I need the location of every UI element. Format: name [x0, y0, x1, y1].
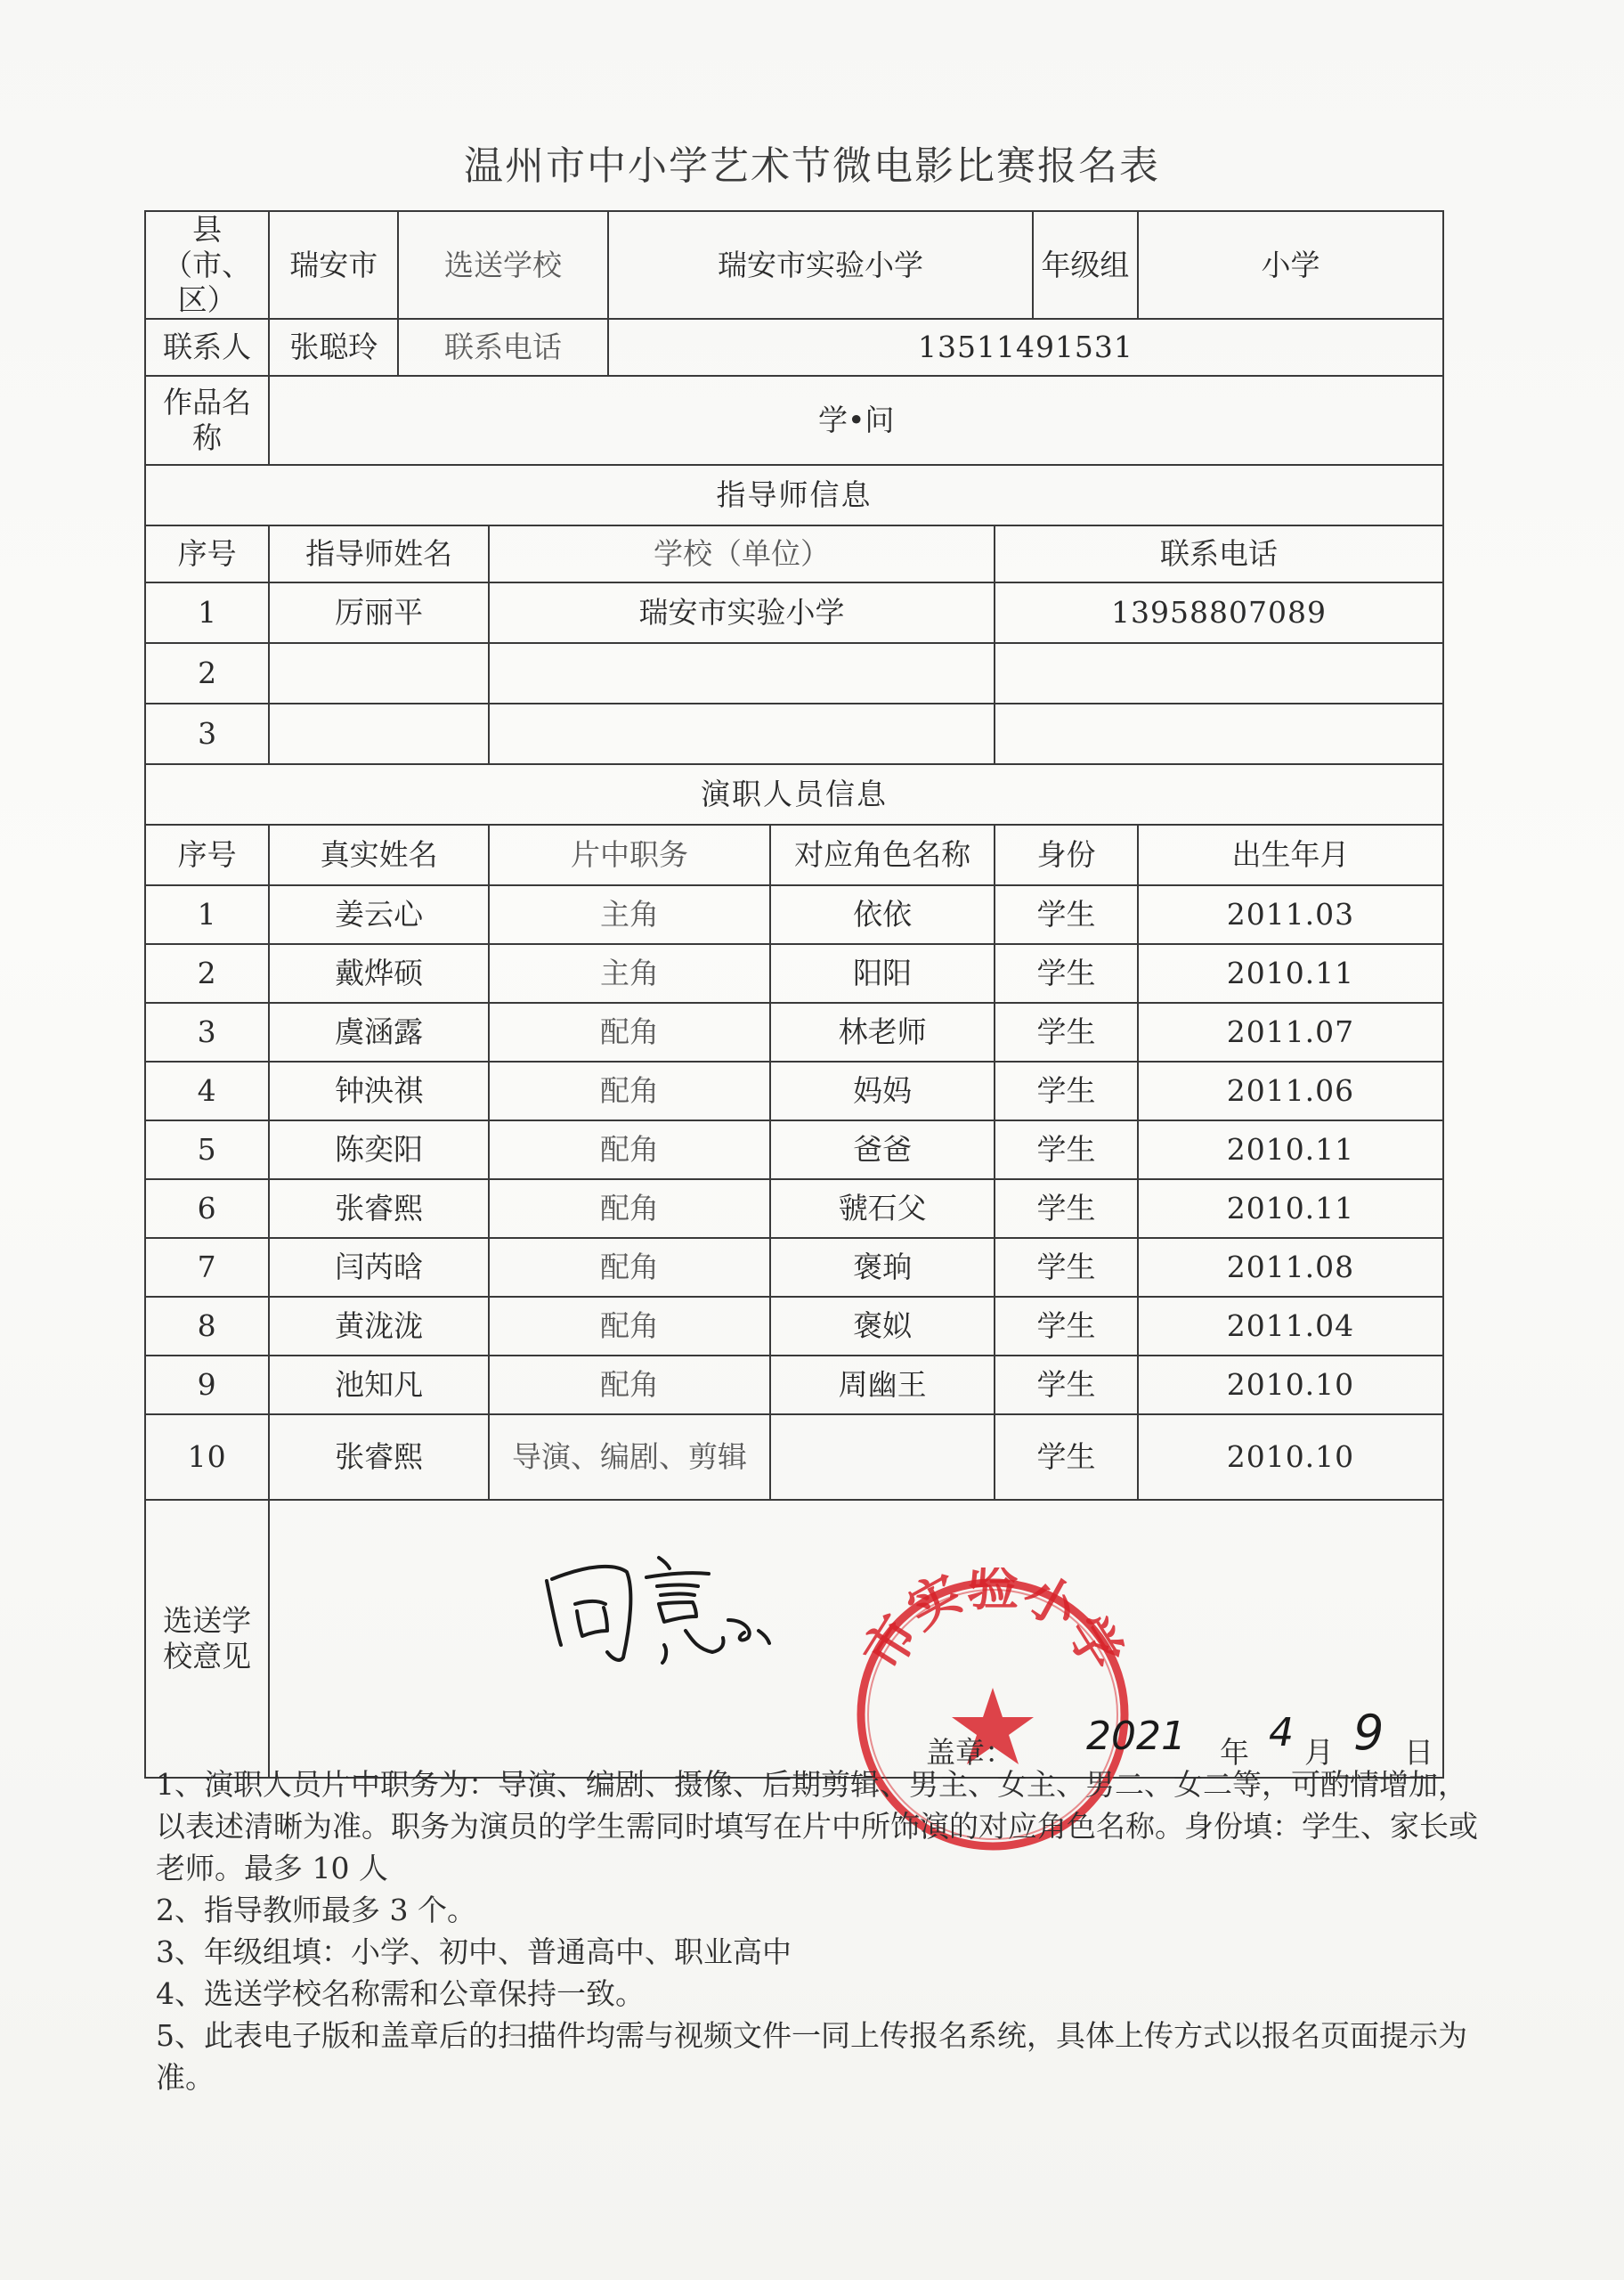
teacher-col-no: 序号: [145, 525, 269, 582]
cast-role: 爸爸: [770, 1120, 995, 1179]
cast-role: 虢石父: [770, 1179, 995, 1238]
cast-name: 张睿熙: [269, 1179, 489, 1238]
cast-row: [145, 1238, 1443, 1297]
cast-row: [145, 1120, 1443, 1179]
cast-duty: 配角: [489, 1297, 770, 1356]
cast-name: 戴烨硕: [269, 944, 489, 1003]
signature-graphic: [534, 1545, 819, 1670]
cast-identity: 学生: [995, 1356, 1138, 1414]
cast-name: 张睿熙: [269, 1414, 489, 1500]
cast-no: 5: [145, 1120, 269, 1179]
cast-identity: 学生: [995, 1062, 1138, 1120]
teacher-no: 1: [145, 582, 269, 643]
cast-birth: 2011.08: [1138, 1238, 1443, 1297]
cast-row: [145, 885, 1443, 944]
cast-identity: 学生: [995, 1414, 1138, 1500]
cast-birth: 2010.11: [1138, 1179, 1443, 1238]
cast-name: 闫芮晗: [269, 1238, 489, 1297]
cast-role: 褒珦: [770, 1238, 995, 1297]
stamp-label: 盖章：: [926, 1735, 1014, 1770]
work-label: 作品名称: [145, 376, 269, 465]
cast-birth: 2011.03: [1138, 885, 1443, 944]
cast-role: 依依: [770, 885, 995, 944]
handwritten-consent-signature: [534, 1545, 819, 1673]
cast-row: [145, 1179, 1443, 1238]
cast-row: [145, 944, 1443, 1003]
teacher-col-name: 指导师姓名: [269, 525, 489, 582]
date-year-handwritten: 2021: [1086, 1714, 1186, 1759]
cast-name: 姜云心: [269, 885, 489, 944]
cast-identity: 学生: [995, 1238, 1138, 1297]
cast-duty: 主角: [489, 885, 770, 944]
cast-identity: 学生: [995, 1120, 1138, 1179]
teacher-school: [489, 704, 995, 764]
grade-value: 小学: [1138, 211, 1443, 319]
school-label: 选送学校: [398, 211, 608, 319]
cast-name: 陈奕阳: [269, 1120, 489, 1179]
cast-row: [145, 1356, 1443, 1414]
teacher-name: [269, 704, 489, 764]
cast-name: 钟泱祺: [269, 1062, 489, 1120]
form-notes: [156, 1763, 1482, 2098]
phone-value: 13511491531: [608, 319, 1443, 376]
cast-section-title: 演职人员信息: [145, 764, 1443, 825]
cast-no: 3: [145, 1003, 269, 1062]
cast-no: 1: [145, 885, 269, 944]
cast-no: 4: [145, 1062, 269, 1120]
cast-row: [145, 1003, 1443, 1062]
form-title: 温州市中小学艺术节微电影比赛报名表: [464, 143, 1160, 189]
cast-duty: 主角: [489, 944, 770, 1003]
teacher-row: [145, 582, 1443, 643]
cast-duty: 配角: [489, 1238, 770, 1297]
teacher-phone: [995, 704, 1443, 764]
cast-col-identity: 身份: [995, 825, 1138, 885]
header-row-1: [145, 211, 1443, 319]
cast-role: 阳阳: [770, 944, 995, 1003]
cast-no: 10: [145, 1414, 269, 1500]
note-3: 3、年级组填：小学、初中、普通高中、职业高中: [156, 1934, 792, 1969]
cast-duty: 导演、编剧、剪辑: [489, 1414, 770, 1500]
cast-name: 黄泷泷: [269, 1297, 489, 1356]
header-row-2: [145, 319, 1443, 376]
cast-role: [770, 1414, 995, 1500]
date-day-unit: 日: [1404, 1735, 1433, 1770]
teacher-col-phone: 联系电话: [995, 525, 1443, 582]
cast-no: 9: [145, 1356, 269, 1414]
cast-row: [145, 1414, 1443, 1500]
teacher-col-school: 学校（单位）: [489, 525, 995, 582]
date-month-handwritten: 4: [1269, 1710, 1294, 1755]
cast-no: 7: [145, 1238, 269, 1297]
cast-birth: 2011.07: [1138, 1003, 1443, 1062]
cast-section-row: [145, 764, 1443, 825]
teacher-header-row: [145, 525, 1443, 582]
note-5: 5、此表电子版和盖章后的扫描件均需与视频文件一同上传报名系统，具体上传方式以报名页面提示为准。: [156, 2018, 1467, 2095]
teacher-section-title: 指导师信息: [145, 465, 1443, 525]
registration-table: [144, 210, 1444, 1779]
cast-birth: 2010.10: [1138, 1356, 1443, 1414]
teacher-name: [269, 643, 489, 704]
phone-label: 联系电话: [398, 319, 608, 376]
cast-col-name: 真实姓名: [269, 825, 489, 885]
cast-col-duty: 片中职务: [489, 825, 770, 885]
teacher-school: [489, 643, 995, 704]
cast-birth: 2010.11: [1138, 944, 1443, 1003]
teacher-section-row: [145, 465, 1443, 525]
date-year-unit: 年: [1220, 1735, 1249, 1770]
teacher-phone: 13958807089: [995, 582, 1443, 643]
cast-name: 池知凡: [269, 1356, 489, 1414]
school-value: 瑞安市实验小学: [608, 211, 1033, 319]
cast-header-row: [145, 825, 1443, 885]
seal-text: 市实验小学: [851, 1568, 1134, 1682]
cast-row: [145, 1062, 1443, 1120]
cast-no: 2: [145, 944, 269, 1003]
teacher-name: 厉丽平: [269, 582, 489, 643]
cast-identity: 学生: [995, 1297, 1138, 1356]
cast-birth: 2010.11: [1138, 1120, 1443, 1179]
teacher-row: [145, 643, 1443, 704]
county-value: 瑞安市: [269, 211, 398, 319]
note-4: 4、选送学校名称需和公章保持一致。: [156, 1976, 645, 2011]
cast-duty: 配角: [489, 1179, 770, 1238]
grade-label: 年级组: [1033, 211, 1138, 319]
teacher-no: 3: [145, 704, 269, 764]
teacher-phone: [995, 643, 1443, 704]
cast-duty: 配角: [489, 1120, 770, 1179]
cast-col-birth: 出生年月: [1138, 825, 1443, 885]
cast-identity: 学生: [995, 944, 1138, 1003]
cast-birth: 2011.04: [1138, 1297, 1443, 1356]
contact-label: 联系人: [145, 319, 269, 376]
cast-no: 6: [145, 1179, 269, 1238]
note-1: 1、演职人员片中职务为：导演、编剧、摄像、后期剪辑、男主、女主、男二、女二等，可酌情增加，以表述清晰为准。职务为演员的学生需同时填写在片中所饰演的对应角色名称。身份填：学生、家长或老师。最多 10 人: [156, 1767, 1478, 1885]
contact-value: 张聪玲: [269, 319, 398, 376]
date-month-unit: 月: [1304, 1735, 1334, 1770]
teacher-row: [145, 704, 1443, 764]
cast-birth: 2011.06: [1138, 1062, 1443, 1120]
cast-duty: 配角: [489, 1003, 770, 1062]
cast-birth: 2010.10: [1138, 1414, 1443, 1500]
cast-row: [145, 1297, 1443, 1356]
cast-duty: 配角: [489, 1062, 770, 1120]
cast-duty: 配角: [489, 1356, 770, 1414]
cast-identity: 学生: [995, 1003, 1138, 1062]
cast-name: 虞涵露: [269, 1003, 489, 1062]
date-day-handwritten: 9: [1353, 1705, 1384, 1761]
header-row-3: [145, 376, 1443, 465]
county-label: 县（市、区）: [145, 211, 269, 319]
cast-role: 褒姒: [770, 1297, 995, 1356]
teacher-no: 2: [145, 643, 269, 704]
cast-role: 周幽王: [770, 1356, 995, 1414]
cast-no: 8: [145, 1297, 269, 1356]
cast-col-role: 对应角色名称: [770, 825, 995, 885]
cast-role: 妈妈: [770, 1062, 995, 1120]
cast-identity: 学生: [995, 885, 1138, 944]
opinion-label: 选送学校意见: [145, 1500, 269, 1778]
note-2: 2、指导教师最多 3 个。: [156, 1893, 476, 1927]
teacher-school: 瑞安市实验小学: [489, 582, 995, 643]
cast-role: 林老师: [770, 1003, 995, 1062]
cast-identity: 学生: [995, 1179, 1138, 1238]
cast-col-no: 序号: [145, 825, 269, 885]
work-value: 学•问: [269, 376, 1443, 465]
